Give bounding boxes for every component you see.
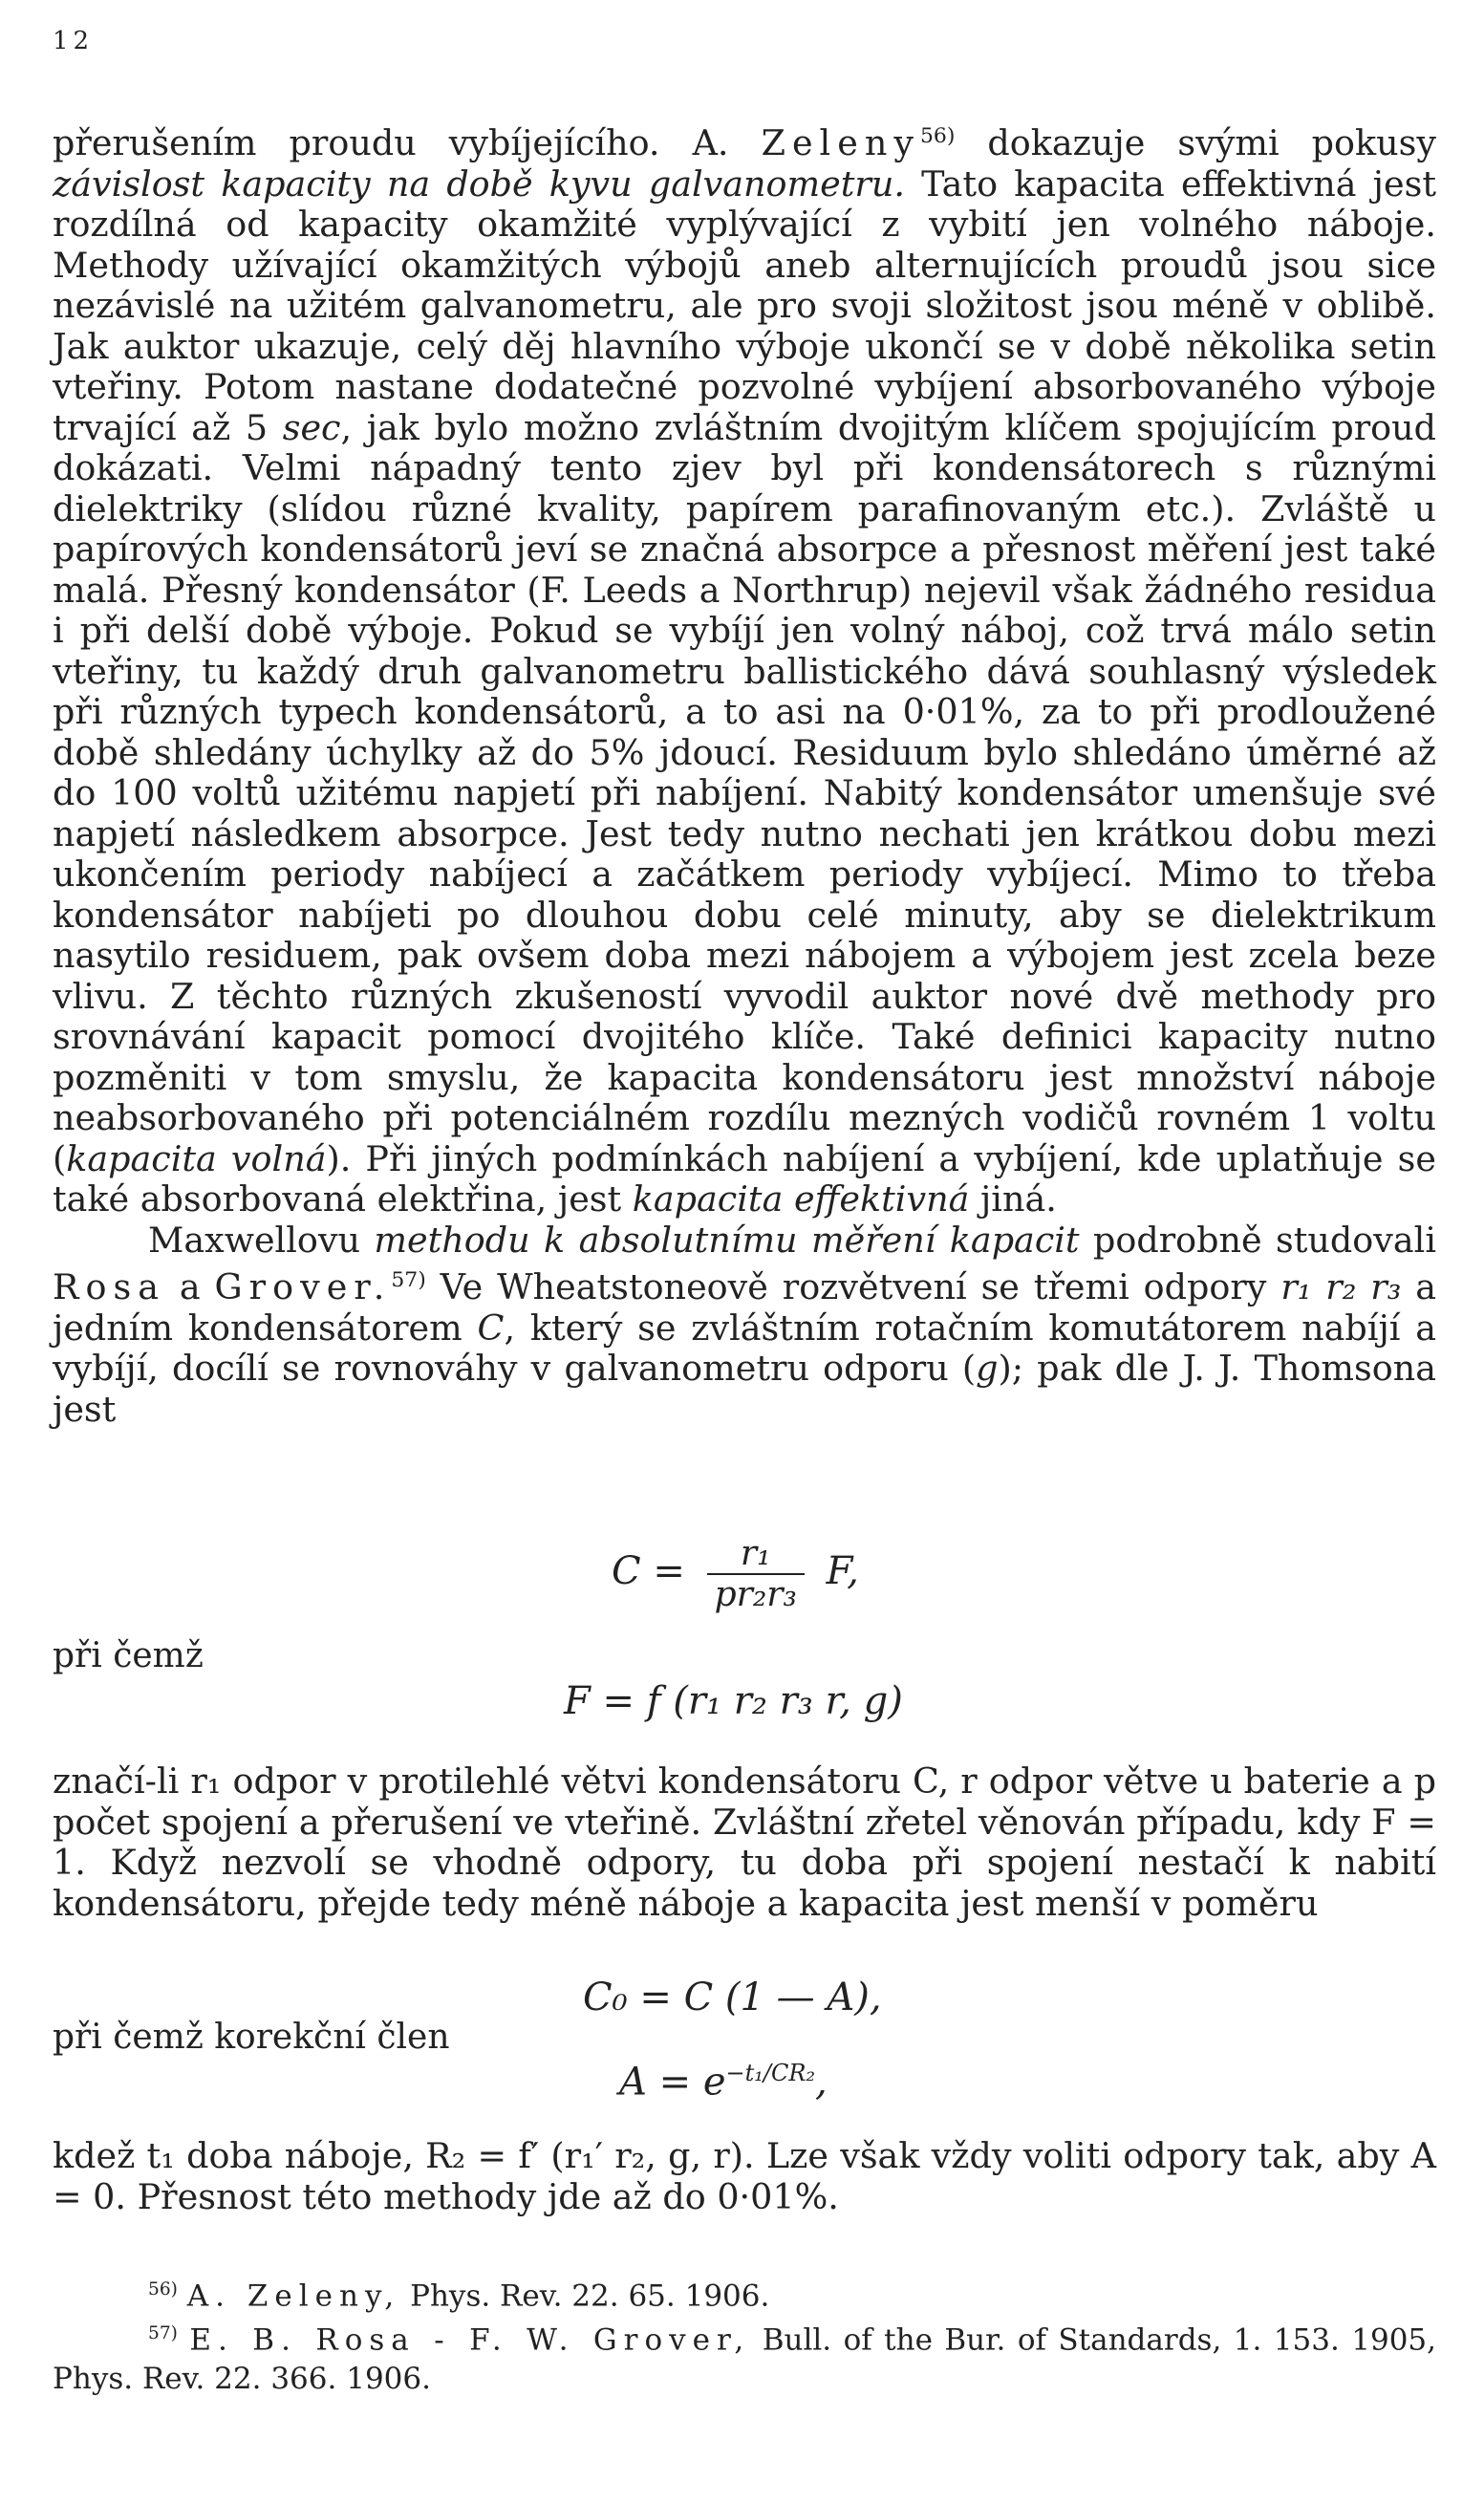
paragraph-conclusion: kdež t₁ doba náboje, R₂ = f′ (r₁′ r₂, g, r). Lze však vždy voliti odpory tak, aby A = 0. Přesnost této methody jde až do 0·01%. xyxy=(53,2135,1436,2217)
author-name: Zeleny xyxy=(761,122,920,164)
label-korekcni-clen: při čemž korekční člen xyxy=(53,2018,450,2057)
author-name: Grover. xyxy=(214,1266,392,1308)
footnote-57: $^{57)}$ E. B. Rosa - F. W. Grover, Bull. of the Bur. of Standards, 1. 153. 1905, Phys. Rev. 22. 366. 1906. xyxy=(53,2322,1436,2396)
equation-f: F = f (r₁ r₂ r₃ r, g) xyxy=(564,1679,903,1723)
label-pri-cemz: při čemž xyxy=(53,1636,204,1675)
fraction: $\frac{\text{r₁}}{\text{pr₂r₃}}$ xyxy=(707,1534,805,1614)
emphasis: methodu k absolutnímu měření kapacit xyxy=(374,1219,1080,1261)
footnote-ref: 57) xyxy=(391,1268,426,1293)
paragraph-resistors: značí-li r₁ odpor v protilehlé větvi kondensátoru C, r odpor větve u baterie a p počet spojení a přerušení ve vteřině. Zvláštní zřetel věnován případu, kdy F = 1. Když nezvolí se vhodně odpory, tu doba při spojení nestačí k nabití kondensátoru, přejde tedy méně náboje a kapacita jest menší v poměru xyxy=(53,1760,1436,1924)
emphasis: závislost kapacity na době kyvu galvanometru. xyxy=(53,162,905,205)
footnote-56: $^{56)}$ A. Zeleny, Phys. Rev. 22. 65. 1906. xyxy=(148,2278,770,2314)
author-name: Rosa xyxy=(53,1266,165,1308)
paragraph-zeleny: přerušením proudu vybíjejícího. A. Zeleny$^{56)}$ dokazuje svými pokusy závislost kapacity na době kyvu galvanometru. Tato kapacita effektivná jest rozdílná od kapacity okamžité vyplývající z vybití jen volného náboje. Methody užívající okamžitých výbojů aneb alternujících proudů jsou sice nezávislé na užitém galvanometru, ale pro svoji složitost jsou méně v oblibě. Jak auktor ukazuje, celý děj hlavního výboje ukončí se v době několika setin vteřiny. Potom nastane dodatečné pozvolné vybíjení absorbovaného výboje trvající až 5 sec, jak bylo možno zvláštním dvojitým klíčem spojujícím proud dokázati. Velmi nápadný tento zjev byl při kondensátorech s různými dielektriky (slídou různé kvality, papírem parafinovaným etc.). Zvláště u papírových kondensátorů jeví se značná absorpce a přesnost měření jest také malá. Přesný kondensátor (F. Leeds a Northrup) nejevil však žádného residua i při delší době výboje. Pokud se vybíjí jen volný náboj, což trvá málo setin vteřiny, tu každý druh galvanometru ballistického dává souhlasný výsledek při různých typech kondensátorů, a to asi na 0·01%, za to při prodloužené době shledány úchylky až do 5% jdoucí. Residuum bylo shledáno úměrné až do 100 voltů užitému napjetí při nabíjení. Nabitý kondensátor umenšuje své napjetí následkem absorpce. Jest tedy nutno nechati jen krátkou dobu mezi ukončením periody nabíjecí a začátkem periody vybíjecí. Mimo to třeba kondensátor nabíjeti po dlouhou dobu celé minuty, aby se dielektrikum nasytilo residuem, pak ovšem doba mezi nábojem a výbojem jest zcela beze vlivu. Z těchto různých zkušeností vyvodil auktor nové dvě methody pro srovnávání kapacit pomocí dvojitého klíče. Také definici kapacity nutno pozměniti v tom smyslu, že kapacita kondensátoru jest množství náboje neabsorbovaného při potenciálném rozdílu mezných vodičů rovném 1 voltu (kapacita volná). Při jiných podmínkách nabíjení a vybíjení, kde uplatňuje se také absorbovaná elektřina, jest kapacita effektivná jiná. xyxy=(53,122,1436,1220)
page-number: 12 xyxy=(53,27,95,55)
main-text xyxy=(53,117,1436,1430)
footnote-ref: 56) xyxy=(919,124,956,148)
equation-capacity: C = $\frac{\text{r₁}}{\text{pr₂r₃}}$ F, xyxy=(612,1534,859,1614)
equation-c0: C₀ = C (1 — A), xyxy=(583,1976,882,2019)
paragraph-maxwell: Maxwellovu methodu k absolutnímu měření kapacit podrobně studovali Rosa a Grover.$^{57)}$ Ve Wheatstoneově rozvětvení se třemi odpory r₁ r₂ r₃ a jedním kondensátorem C, který se zvláštním rotačním komutátorem nabíjí a vybíjí, docílí se rovnováhy v galvanometru odporu (g); pak dle J. J. Thomsona jest xyxy=(53,1219,1436,1430)
emphasis: kapacita effektivná xyxy=(632,1178,970,1220)
equation-a: $A = e^{-t_1/CR_2}$, xyxy=(619,2060,828,2105)
emphasis: kapacita volná xyxy=(66,1137,327,1179)
footnotes xyxy=(53,2271,1436,2398)
